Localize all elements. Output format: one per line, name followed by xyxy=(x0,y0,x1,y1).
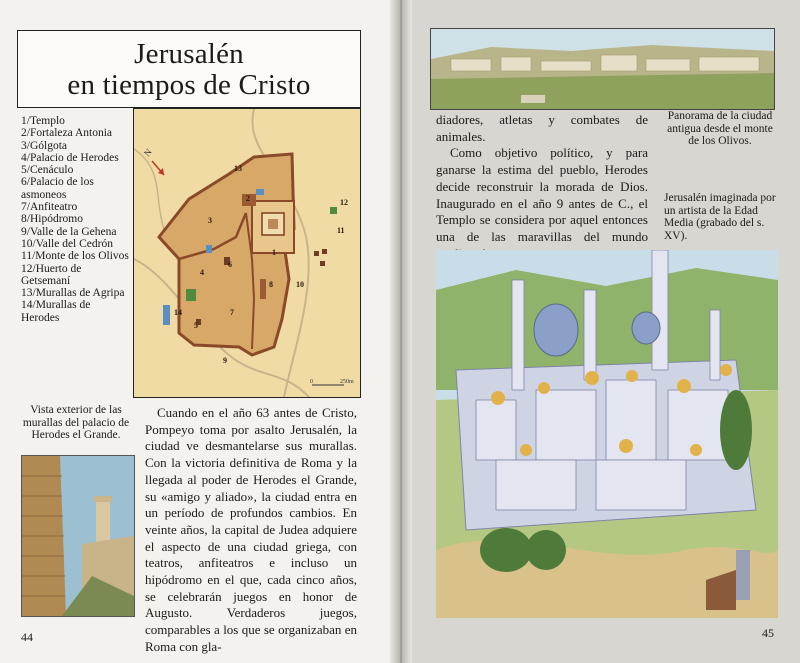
title-line-1: Jerusalén xyxy=(134,38,244,70)
legend-item: 1/Templo xyxy=(21,115,65,127)
book-gutter xyxy=(390,0,412,663)
map-label-3: 3 xyxy=(208,216,212,225)
pool xyxy=(206,245,212,253)
legend-item: 4/Palacio de Herodes xyxy=(21,151,119,164)
hippodrome xyxy=(260,279,266,299)
left-page xyxy=(0,0,396,663)
legend-item: 14/Murallas de Herodes xyxy=(21,299,91,324)
temple-sanctuary xyxy=(268,219,278,229)
map-label-5: 5 xyxy=(194,321,198,330)
map-label-9: 9 xyxy=(223,356,227,365)
legend-item: 6/Palacio de los asmoneos xyxy=(21,176,94,201)
legend-item: 10/Valle del Cedrón xyxy=(21,237,113,250)
building xyxy=(314,251,319,256)
legend-item: 8/Hipódromo xyxy=(21,213,83,226)
title-line-2: en tiempos de Cristo xyxy=(67,69,311,101)
map-label-1: 1 xyxy=(272,248,276,257)
north-label: N xyxy=(141,146,154,159)
medieval-jerusalem-illustration xyxy=(436,250,778,618)
herod-palace-wall-photo xyxy=(21,455,135,617)
valley-line xyxy=(134,149,164,229)
map-drawing xyxy=(134,109,360,397)
building xyxy=(322,249,327,254)
page-number-right: 45 xyxy=(762,626,774,640)
legend-item: 5/Cenáculo xyxy=(21,164,74,177)
pool xyxy=(256,189,264,195)
panorama-image xyxy=(430,28,775,110)
page-number-left: 44 xyxy=(21,630,33,644)
illustration-caption: Jerusalén imaginada por un artista de la Edad Media (grabado del s. XV). xyxy=(664,192,776,242)
pool xyxy=(163,305,170,325)
map-label-4: 4 xyxy=(200,268,204,277)
map-label-13: 13 xyxy=(234,164,242,173)
left-body-text: Cuando en el año 63 antes de Cristo, Pompeyo toma por asalto Jerusalén, la ciudad ve desmantelarse sus murallas. Con la victoria definitiva de Roma y la llegada al poder de Herodes el Grande, su «amigo y aliado», la ciudad entra en un período de profundos cambios. En veinte años, la capital de Judea adquiere el aspecto de una ciudad griega, con teatros, anfiteatros e incluso un hipódromo en el que, cada cinco años, se celebrarán juegos en honor de Augusto. Verdaderos juegos, comparables a los que se organizaban en Roma con gla- xyxy=(145,405,357,654)
title-box xyxy=(17,30,361,108)
map-label-14: 14 xyxy=(174,308,182,317)
map-label-12: 12 xyxy=(340,198,348,207)
map-label-2: 2 xyxy=(246,194,250,203)
page-title xyxy=(18,39,360,101)
scale-zero: 0 xyxy=(310,379,313,385)
right-body-paragraph: Como objetivo político, y para ganarse la estima del pueblo, Herodes decide reconstruir la morada de Dios. Inaugurado en el año 9 antes de C., el Templo se considera por aquel entonces una de las maravillas del mundo xyxy=(436,145,648,244)
jerusalem-map xyxy=(133,108,361,398)
map-label-8: 8 xyxy=(269,280,273,289)
photo-caption: Vista exterior de las murallas del palacio de Herodes el Grande. xyxy=(22,404,130,441)
right-body-text xyxy=(436,112,648,262)
map-label-7: 7 xyxy=(230,308,234,317)
legend-item: 11/Monte de los Olivos xyxy=(21,250,129,263)
building xyxy=(320,261,325,266)
map-label-10: 10 xyxy=(296,280,304,289)
legend-item: 3/Gólgota xyxy=(21,139,67,152)
legend-item: 2/Fortaleza Antonia xyxy=(21,127,113,140)
garden xyxy=(186,289,196,301)
legend-item: 13/Murallas de Agripa xyxy=(21,287,125,300)
map-label-11: 11 xyxy=(337,226,345,235)
scale-label: 250m xyxy=(340,379,354,385)
legend-item: 12/Huerto de Getsemaní xyxy=(21,262,82,287)
map-label-6: 6 xyxy=(228,260,232,269)
gethsemane-garden xyxy=(330,207,337,214)
panorama-caption: Panorama de la ciudad antigua desde el monte de los Olivos. xyxy=(667,110,773,147)
map-legend xyxy=(21,115,129,324)
legend-item: 9/Valle de la Gehena xyxy=(21,225,117,238)
legend-item: 7/Anfiteatro xyxy=(21,201,78,214)
right-body-paragraph: diadores, atletas y combates de animales. xyxy=(436,112,648,144)
